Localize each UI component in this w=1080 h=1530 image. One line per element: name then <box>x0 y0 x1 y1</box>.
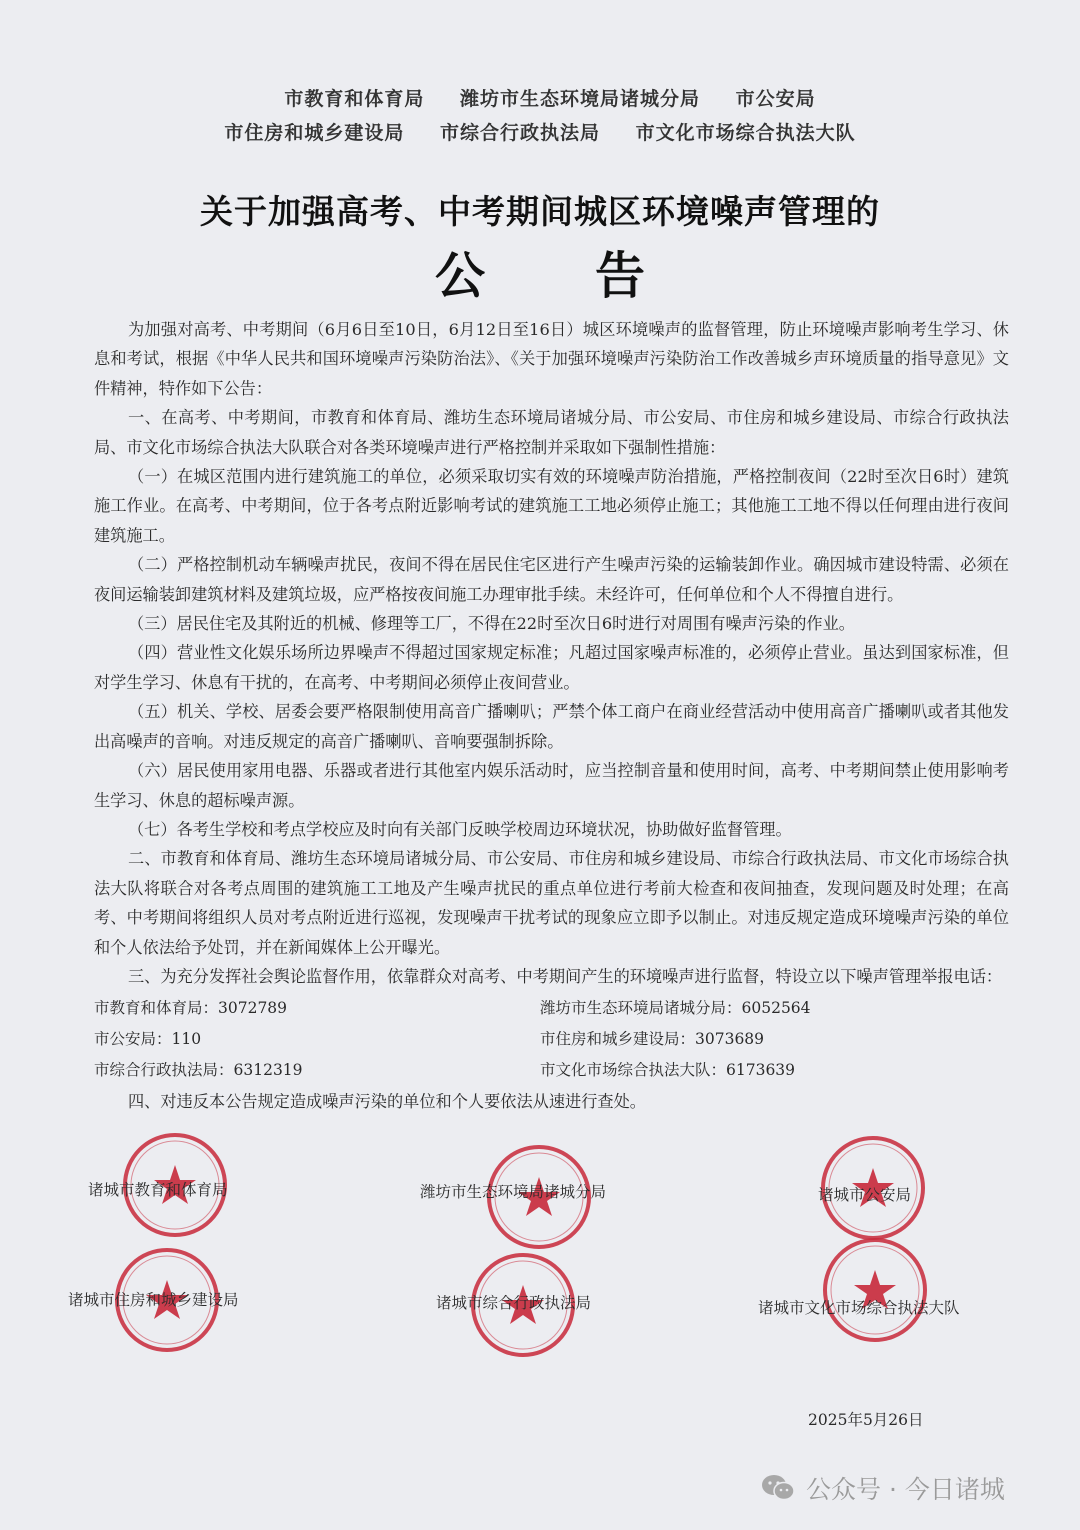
body-paragraph: 二、市教育和体育局、潍坊生态环境局诸城分局、市公安局、市住房和城乡建设局、市综合行政执法局、市文化市场综合执法大队将联合对各考点周围的建筑施工工地及产生噪声扰民的重点单位进行考前大检查和夜间抽查，发现问题及时处理；在高考、中考期间将组织人员对考点附近进行巡视，发现噪声干扰考试的现象应立即予以制止。对违反规定造成环境噪声污染的单位和个人依法给予处罚，并在新闻媒体上公开曝光。 <box>94 849 1009 957</box>
signatory-agency: 诸城市综合行政执法局 <box>436 1294 592 1312</box>
signatory-agency: 诸城市住房和城乡建设局 <box>68 1291 239 1309</box>
signatory-agency: 诸城市公安局 <box>818 1186 912 1204</box>
body-paragraph: （七）各考生学校和考点学校应及时向有关部门反映学校周边环境状况，协助做好监督管理。 <box>128 819 792 839</box>
notice-heading: 公告 <box>435 246 755 305</box>
hotline-entry: 市公安局：110 <box>94 1030 202 1048</box>
hotline-list <box>94 993 1014 1086</box>
signatory-agency: 诸城市教育和体育局 <box>88 1181 228 1199</box>
body-paragraph: 一、在高考、中考期间，市教育和体育局、潍坊生态环境局诸城分局、市公安局、市住房和城乡建设局、市综合行政执法局、市文化市场综合执法大队联合对各类环境噪声进行严格控制并采取如下强制性措施： <box>94 408 1009 457</box>
agency-name: 市文化市场综合执法大队 <box>635 122 856 144</box>
official-seal-icon <box>820 1235 930 1345</box>
watermark-text: 公众号 · 今日诸城 <box>806 1475 1005 1504</box>
agency-name: 市住房和城乡建设局 <box>224 122 405 144</box>
final-clause: 四、对违反本公告规定造成噪声污染的单位和个人要依法从速进行查处。 <box>128 1092 646 1111</box>
body-paragraph: 三、为充分发挥社会舆论监督作用，依靠群众对高考、中考期间产生的环境噪声进行监督，特设立以下噪声管理举报电话： <box>128 966 1003 986</box>
signatory-agency: 诸城市文化市场综合执法大队 <box>758 1299 960 1317</box>
hotline-entry: 潍坊市生态环境局诸城分局：6052564 <box>540 999 811 1017</box>
agency-name: 市公安局 <box>735 88 816 110</box>
wechat-icon <box>760 1473 796 1503</box>
body-paragraph: （一）在城区范围内进行建筑施工的单位，必须采取切实有效的环境噪声防治措施，严格控制夜间（22时至次日6时）建筑施工作业。在高考、中考期间，位于各考点附近影响考试的建筑施工工地必须停止施工；其他施工工地不得以任何理由进行夜间建筑施工。 <box>94 467 1009 545</box>
hotline-row <box>94 1055 1014 1086</box>
signatory-agency: 潍坊市生态环境局诸城分局 <box>420 1183 607 1201</box>
hotline-entry: 市教育和体育局：3072789 <box>94 999 288 1017</box>
body-paragraph: （四）营业性文化娱乐场所边界噪声不得超过国家规定标准；凡超过国家噪声标准的，必须停止营业。虽达到国家标准，但对学生学习、休息有干扰的，在高考、中考期间必须停止夜间营业。 <box>94 643 1009 692</box>
notice-body <box>94 315 1009 991</box>
issue-date: 2025年5月26日 <box>808 1411 924 1429</box>
hotline-entry: 市文化市场综合执法大队：6173639 <box>540 1061 796 1079</box>
watermark <box>760 1470 1005 1506</box>
agency-name: 潍坊市生态环境局诸城分局 <box>459 88 700 110</box>
hotline-row <box>94 993 1014 1024</box>
body-paragraph: （六）居民使用家用电器、乐器或者进行其他室内娱乐活动时，应当控制音量和使用时间，高考、中考期间禁止使用影响考生学习、休息的超标噪声源。 <box>94 761 1009 810</box>
agency-name: 市综合行政执法局 <box>439 122 600 144</box>
body-paragraph: （三）居民住宅及其附近的机械、修理等工厂，不得在22时至次日6时进行对周围有噪声污染的作业。 <box>128 614 855 634</box>
body-paragraph: （二）严格控制机动车辆噪声扰民，夜间不得在居民住宅区进行产生噪声污染的运输装卸作业。确因城市建设特需、必须在夜间运输装卸建筑材料及建筑垃圾，应严格按夜间施工办理审批手续。未经许可，任何单位和个人不得擅自进行。 <box>94 555 1009 604</box>
body-paragraph: （五）机关、学校、居委会要严格限制使用高音广播喇叭；严禁个体工商户在商业经营活动中使用高音广播喇叭或者其他发出高噪声的音响。对违反规定的高音广播喇叭、音响要强制拆除。 <box>94 702 1009 751</box>
hotline-entry: 市综合行政执法局：6312319 <box>94 1061 303 1079</box>
body-paragraph: 为加强对高考、中考期间（6月6日至10日，6月12日至16日）城区环境噪声的监督管理，防止环境噪声影响考生学习、休息和考试，根据《中华人民共和国环境噪声污染防治法》、《关于加强环境噪声污染防治工作改善城乡声环境质量的指导意见》文件精神，特作如下公告： <box>94 320 1009 398</box>
hotline-entry: 市住房和城乡建设局：3073689 <box>540 1030 765 1048</box>
issuing-agencies-line1 <box>10 84 1080 111</box>
agency-name: 市教育和体育局 <box>284 88 425 110</box>
issuing-agencies-line2 <box>0 118 1080 145</box>
notice-title: 关于加强高考、中考期间城区环境噪声管理的 <box>200 192 880 231</box>
hotline-row <box>94 1024 1014 1055</box>
